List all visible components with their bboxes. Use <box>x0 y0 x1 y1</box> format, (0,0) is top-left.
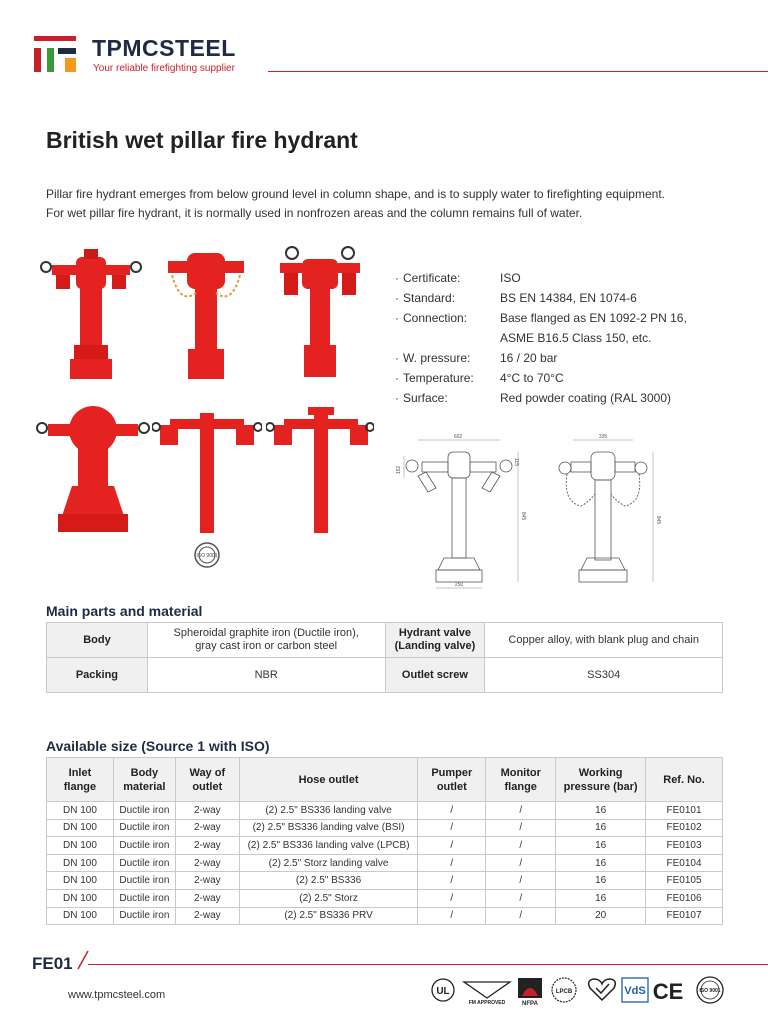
spec-row: · Surface: Red powder coating (RAL 3000) <box>395 388 760 408</box>
parts-cell: SS304 <box>485 658 723 693</box>
size-cell: Ductile iron <box>113 837 175 855</box>
sizes-section-title: Available size (Source 1 with ISO) <box>46 738 270 754</box>
svg-text:152: 152 <box>396 465 402 475</box>
parts-section-title: Main parts and material <box>46 603 203 619</box>
website-link[interactable]: www.tpmcsteel.com <box>68 989 166 1001</box>
parts-cell: Hydrant valve (Landing valve) <box>385 623 485 658</box>
size-cell: / <box>418 907 486 925</box>
size-cell: 16 <box>556 802 646 820</box>
size-cell: DN 100 <box>47 837 114 855</box>
certification-logos <box>430 974 730 1006</box>
fm-approved-logo-icon <box>464 982 510 1006</box>
svg-text:250: 250 <box>454 582 464 588</box>
svg-text:ISO 9001: ISO 9001 <box>699 988 721 994</box>
size-cell: FE0107 <box>646 907 723 925</box>
table-row <box>47 802 723 820</box>
size-cell: (2) 2.5" Storz landing valve <box>239 854 418 872</box>
spec-list <box>395 268 760 408</box>
spec-row: · W. pressure: 16 / 20 bar <box>395 348 760 368</box>
intro-text <box>46 185 746 223</box>
size-cell: 2-way <box>175 872 239 890</box>
table-row <box>47 872 723 890</box>
size-cell: (2) 2.5" BS336 landing valve (LPCB) <box>239 837 418 855</box>
size-cell: FE0103 <box>646 837 723 855</box>
size-cell: 16 <box>556 872 646 890</box>
column-header: Body material <box>113 758 175 802</box>
size-cell: 2-way <box>175 854 239 872</box>
size-cell: Ductile iron <box>113 854 175 872</box>
sizes-table-body <box>47 802 723 925</box>
table-row <box>47 907 723 925</box>
size-cell: / <box>486 802 556 820</box>
spec-row: · Temperature: 4°C to 70°C <box>395 368 760 388</box>
size-cell: 2-way <box>175 889 239 907</box>
size-cell: / <box>486 889 556 907</box>
column-header: Pumper outlet <box>418 758 486 802</box>
size-cell: / <box>486 872 556 890</box>
svg-text:CE: CE <box>652 979 684 1004</box>
spec-row: · Connection: Base flanged as EN 1092-2 PN 16, <box>395 308 760 328</box>
svg-text:115: 115 <box>513 458 519 466</box>
size-cell: 2-way <box>175 907 239 925</box>
size-cell: FE0104 <box>646 854 723 872</box>
header-divider <box>268 71 768 72</box>
iso-9001-logo-icon <box>697 977 723 1003</box>
table-row <box>47 854 723 872</box>
table-header-row <box>47 758 723 802</box>
brand-name: TPMCSTEEL <box>92 35 236 61</box>
parts-cell: Copper alloy, with blank plug and chain <box>485 623 723 658</box>
size-cell: (2) 2.5" BS336 PRV <box>239 907 418 925</box>
intro-line-1: Pillar fire hydrant emerges from below ground level in column shape, and is to supply water to firefighting equipment. <box>46 187 665 201</box>
svg-text:845: 845 <box>655 515 661 525</box>
svg-text:335: 335 <box>598 434 608 440</box>
iso-stamp-icon <box>193 541 221 569</box>
size-cell: / <box>486 819 556 837</box>
size-cell: 16 <box>556 854 646 872</box>
table-row <box>47 819 723 837</box>
size-cell: 20 <box>556 907 646 925</box>
size-cell: (2) 2.5" BS336 <box>239 872 418 890</box>
table-row <box>47 658 723 693</box>
size-cell: (2) 2.5" BS336 landing valve (BSI) <box>239 819 418 837</box>
svg-text:UL: UL <box>436 986 450 997</box>
brand-logo-icon <box>34 36 76 74</box>
size-cell: 16 <box>556 837 646 855</box>
svg-text:FM APPROVED: FM APPROVED <box>468 1000 506 1006</box>
parts-cell: Outlet screw <box>385 658 485 693</box>
page-code: FE01 <box>32 954 73 973</box>
hydrant-photo-3 <box>270 245 370 385</box>
technical-drawing-side <box>553 432 663 592</box>
size-cell: 2-way <box>175 837 239 855</box>
size-cell: 16 <box>556 819 646 837</box>
column-header: Hose outlet <box>239 758 418 802</box>
intro-line-2: For wet pillar fire hydrant, it is normally used in nonfrozen areas and the column remains full of water. <box>46 206 583 220</box>
size-cell: Ductile iron <box>113 907 175 925</box>
size-cell: 2-way <box>175 819 239 837</box>
sizes-table <box>46 757 723 925</box>
size-cell: / <box>486 854 556 872</box>
size-cell: FE0102 <box>646 819 723 837</box>
table-row <box>47 837 723 855</box>
parts-table <box>46 622 723 693</box>
size-cell: DN 100 <box>47 872 114 890</box>
size-cell: FE0105 <box>646 872 723 890</box>
parts-cell: Packing <box>47 658 148 693</box>
vds-logo-icon <box>622 978 648 1002</box>
size-cell: Ductile iron <box>113 802 175 820</box>
size-cell: 16 <box>556 889 646 907</box>
svg-text:602: 602 <box>453 434 463 440</box>
footer-divider <box>88 964 768 965</box>
size-cell: DN 100 <box>47 889 114 907</box>
size-cell: / <box>418 837 486 855</box>
size-cell: (2) 2.5" Storz <box>239 889 418 907</box>
technical-drawing-front <box>388 432 528 592</box>
size-cell: FE0106 <box>646 889 723 907</box>
size-cell: / <box>418 854 486 872</box>
spec-row-continued: ASME B16.5 Class 150, etc. <box>500 331 652 345</box>
size-cell: (2) 2.5" BS336 landing valve <box>239 802 418 820</box>
hydrant-photo-4 <box>36 402 151 537</box>
size-cell: DN 100 <box>47 819 114 837</box>
size-cell: / <box>486 837 556 855</box>
size-cell: Ductile iron <box>113 889 175 907</box>
parts-cell: Body <box>47 623 148 658</box>
brand-tagline: Your reliable firefighting supplier <box>93 63 235 74</box>
ul-logo-icon <box>432 979 454 1001</box>
ce-logo-icon <box>653 979 684 1004</box>
svg-text:NFPA: NFPA <box>522 1001 538 1006</box>
svg-text:845: 845 <box>520 511 526 521</box>
size-cell: / <box>486 907 556 925</box>
spec-row: · Standard: BS EN 14384, EN 1074-6 <box>395 288 760 308</box>
iso-stamp-label: ISO 9001 <box>196 553 218 559</box>
column-header: Ref. No. <box>646 758 723 802</box>
size-cell: FE0101 <box>646 802 723 820</box>
hydrant-photo-2 <box>162 245 252 385</box>
table-row <box>47 889 723 907</box>
table-row <box>47 623 723 658</box>
size-cell: DN 100 <box>47 907 114 925</box>
column-header: Inlet flange <box>47 758 114 802</box>
size-cell: / <box>418 819 486 837</box>
size-cell: Ductile iron <box>113 872 175 890</box>
spec-row: · Certificate: ISO <box>395 268 760 288</box>
column-header: Way of outlet <box>175 758 239 802</box>
heart-check-logo-icon <box>589 979 616 1000</box>
size-cell: / <box>418 802 486 820</box>
hydrant-photo-6 <box>266 405 374 535</box>
parts-cell: Spheroidal graphite iron (Ductile iron), gray cast iron or carbon steel <box>147 623 385 658</box>
size-cell: DN 100 <box>47 854 114 872</box>
slash-accent-icon <box>76 950 90 970</box>
size-cell: / <box>418 872 486 890</box>
lpcb-logo-icon <box>552 978 576 1002</box>
column-header: Monitor flange <box>486 758 556 802</box>
svg-text:LPCB: LPCB <box>555 989 573 995</box>
size-cell: DN 100 <box>47 802 114 820</box>
page-title: British wet pillar fire hydrant <box>46 127 358 153</box>
size-cell: Ductile iron <box>113 819 175 837</box>
svg-text:VdS: VdS <box>624 985 646 997</box>
hydrant-photo-5 <box>152 405 262 535</box>
hydrant-photo-1 <box>40 245 145 385</box>
nfpa-logo-icon <box>518 978 542 1006</box>
size-cell: / <box>418 889 486 907</box>
parts-cell: NBR <box>147 658 385 693</box>
column-header: Working pressure (bar) <box>556 758 646 802</box>
size-cell: 2-way <box>175 802 239 820</box>
